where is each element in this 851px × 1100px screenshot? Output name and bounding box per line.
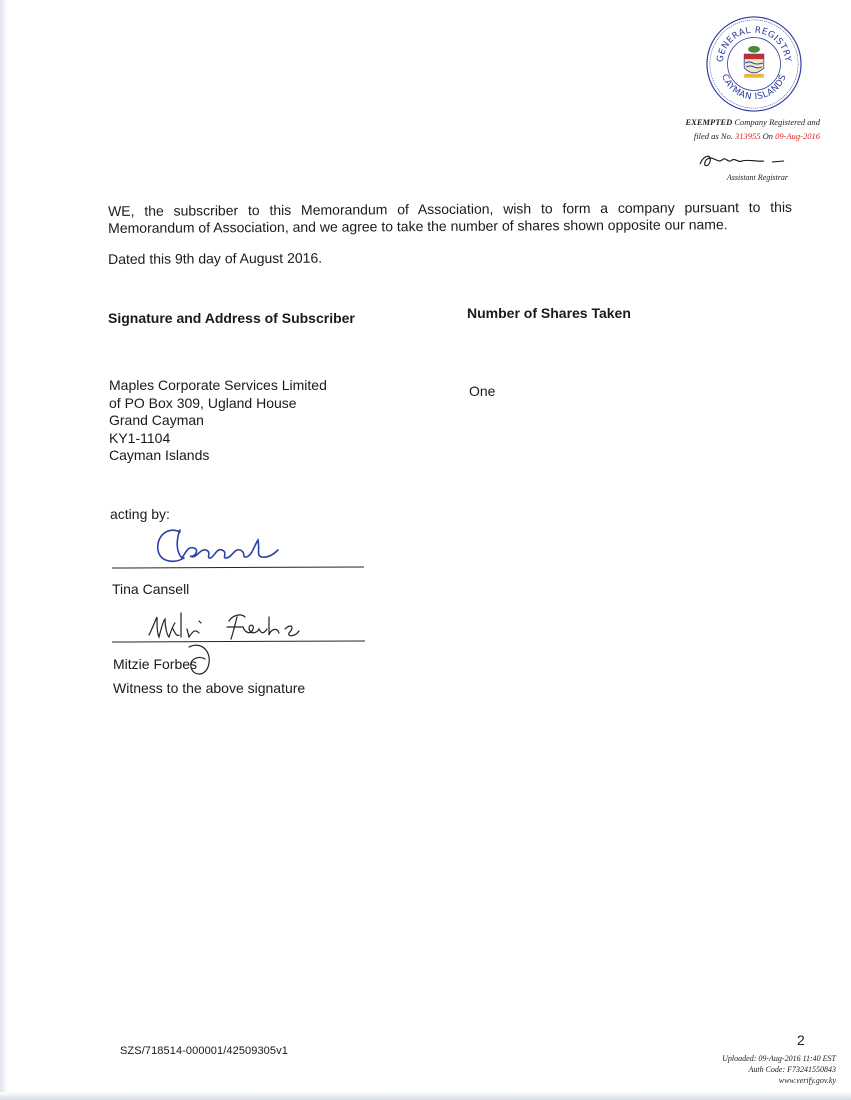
page-number: 2 xyxy=(797,1032,805,1048)
cayman-registry-seal xyxy=(705,15,803,113)
assistant-registrar-label: Assistant Registrar xyxy=(726,173,788,182)
signature-address-heading: Signature and Address of Subscriber xyxy=(108,310,355,326)
verify-url: www.verify.gov.ky xyxy=(778,1076,836,1085)
signatory-name: Tina Cansell xyxy=(112,581,190,597)
shares-taken-heading: Number of Shares Taken xyxy=(467,305,631,321)
witness-name: Mitzie Forbes xyxy=(113,656,198,672)
registration-status-line xyxy=(650,117,820,127)
exempted-label: EXEMPTED xyxy=(685,117,733,127)
svg-text:CAYMAN ISLANDS: CAYMAN ISLANDS xyxy=(719,72,789,103)
registration-number: 313955 xyxy=(735,131,761,141)
signatory-signature xyxy=(150,522,285,570)
svg-text:GENERAL REGISTRY: GENERAL REGISTRY xyxy=(715,25,793,63)
on-label: On xyxy=(762,131,774,141)
dated-line: Dated this 9th day of August 2016. xyxy=(108,249,323,267)
address-line: Maples Corporate Services Limited xyxy=(109,377,327,393)
memorandum-paragraph: WE, the subscriber to this Memorandum of Association, wish to form a company pursuant to this Memorandum of Association, and we agree to take the number of shares shown opposite our name. xyxy=(108,198,793,236)
scan-bottom-shadow xyxy=(0,1092,851,1100)
witness-caption: Witness to the above signature xyxy=(113,680,306,696)
document-reference-code: SZS/718514-000001/42509305v1 xyxy=(120,1045,288,1057)
uploaded-timestamp: Uploaded: 09-Aug-2016 11:40 EST xyxy=(722,1054,836,1063)
filed-date: 09-Aug-2016 xyxy=(775,131,820,141)
address-line: Grand Cayman xyxy=(109,412,204,428)
filed-as-label: filed as No. xyxy=(693,131,733,141)
address-line: of PO Box 309, Ugland House xyxy=(109,394,297,411)
acting-by-label: acting by: xyxy=(110,506,170,522)
registration-number-line xyxy=(650,131,820,141)
address-line: Cayman Islands xyxy=(109,447,210,463)
shares-taken-value: One xyxy=(469,383,496,399)
assistant-registrar-signature xyxy=(698,150,788,172)
scan-edge-shadow xyxy=(0,0,8,1100)
auth-code: Auth Code: F73241550843 xyxy=(748,1065,836,1074)
address-line: KY1-1104 xyxy=(109,429,171,446)
registered-label: Company Registered and xyxy=(734,117,820,127)
subscriber-address xyxy=(109,377,327,465)
